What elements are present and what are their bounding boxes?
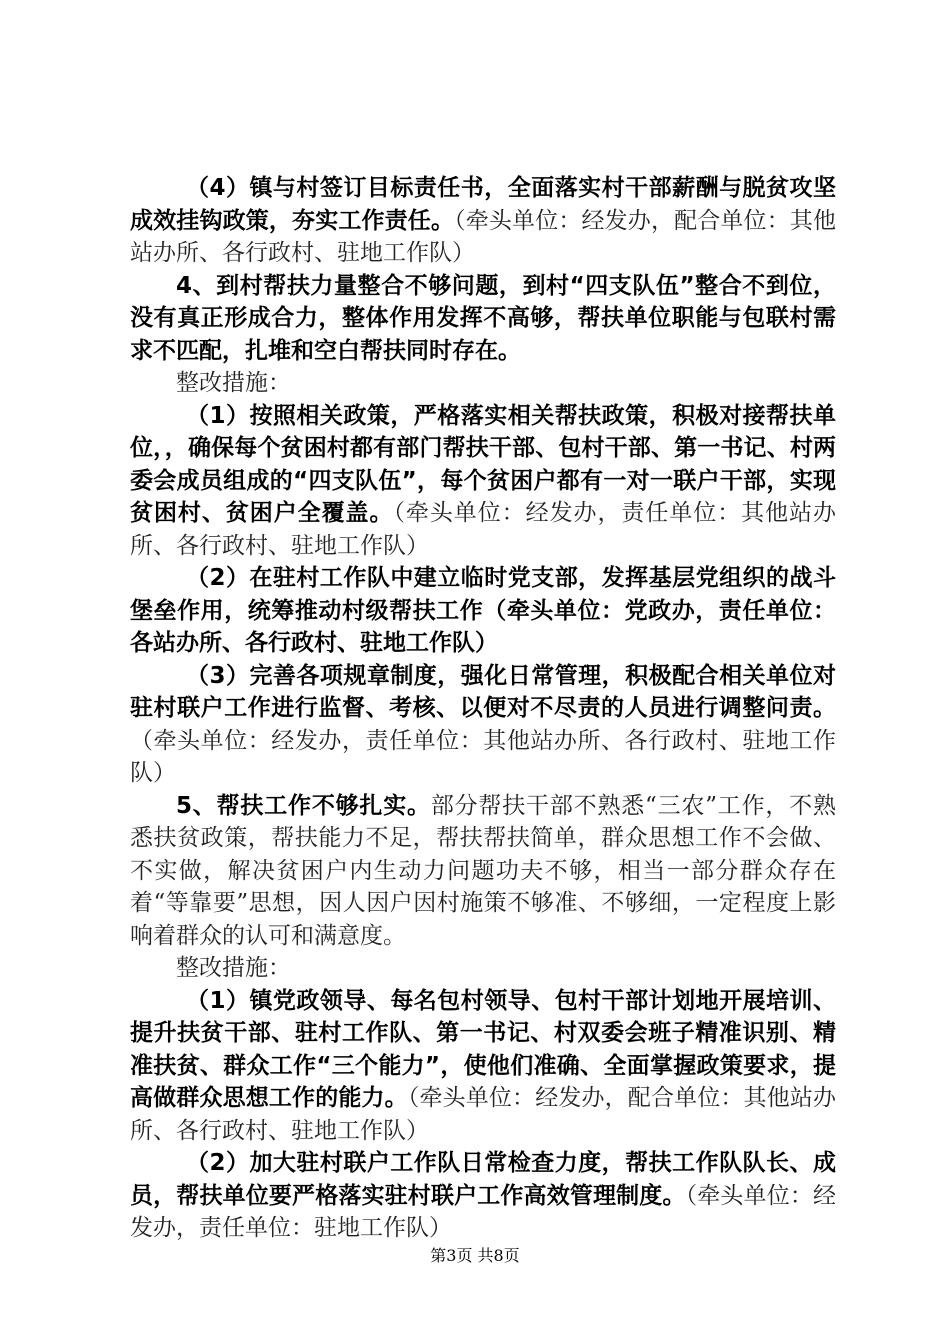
responsibility-note: （牵头单位：经发办，配合单位：其他站办所、各行政村、驻地工作队） <box>130 1085 837 1144</box>
paragraph-measure-1 <box>130 400 836 563</box>
paragraph-problem-4: 4、到村帮扶力量整合不够问题，到村“四支队伍”整合不到位，没有真正形成合力，整体作用发挥不高够，帮扶单位职能与包联村需求不匹配，扎堆和空白帮扶同时存在。 <box>130 272 836 364</box>
problem-title: 5、帮扶工作不够扎实。 <box>176 792 431 819</box>
measure-text: （1）按照相关政策，严格落实相关帮扶政策，积极对接帮扶单位，，确保每个贫困村都有部门帮扶干部、包村干部、第一书记、村两委会成员组成的“四支队伍”，每个贫困户都有一对一联户干部，实现贫困村、贫困户全覆盖。 <box>130 402 836 526</box>
measure-text: （1）镇党政领导、每名包村领导、包村干部计划地开展培训、提升扶贫干部、驻村工作队、第一书记、村双委会班子精准识别、精准扶贫、群众工作“三个能力”，使他们准确、全面掌握政策要求，提高做群众思想工作的能力。 <box>130 987 836 1111</box>
rectification-heading: 整改措施： <box>176 955 291 981</box>
document-body <box>130 172 836 1245</box>
paragraph-problem-5 <box>130 790 836 953</box>
page-number: 第3页 共8页 <box>430 1246 520 1265</box>
paragraph-measure-2 <box>130 1147 836 1245</box>
responsibility-note: （牵头单位：经发办，责任单位：其他站办所、各行政村、驻地工作队） <box>130 500 837 559</box>
paragraph-measure-1 <box>130 985 836 1148</box>
responsibility-note: （牵头单位：经发办，责任单位：驻地工作队） <box>130 1182 837 1241</box>
paragraph-measure-3 <box>130 660 836 790</box>
measure-text: （2）加大驻村联户工作队日常检查力度，帮扶工作队队长、成员，帮扶单位要严格落实驻村联户工作高效管理制度。 <box>130 1150 836 1209</box>
paragraph-measure-2: （2）在驻村工作队中建立临时党支部，发挥基层党组织的战斗堡垒作用，统筹推动村级帮扶工作（牵头单位：党政办，责任单位：各站办所、各行政村、驻地工作队） <box>130 565 836 656</box>
problem-description: 部分帮扶干部不熟悉“三农”工作，不熟悉扶贫政策，帮扶能力不足，帮扶帮扶简单，群众思想工作不会做、不实做，解决贫困户内生动力问题功夫不够，相当一部分群众存在着“等靠要”思想，因人因户因村施策不够准、不够细，一定程度上影响着群众的认可和满意度。 <box>130 792 836 949</box>
measure-text: （4）镇与村签订目标责任书，全面落实村干部薪酬与脱贫攻坚成效挂钩政策，夯实工作责任。 <box>130 175 836 234</box>
responsibility-note: （牵头单位：经发办，责任单位：其他站办所、各行政村、驻地工作队） <box>130 727 836 786</box>
paragraph-measure-4 <box>130 172 836 270</box>
measure-text: （3）完善各项规章制度，强化日常管理，积极配合相关单位对驻村联户工作进行监督、考核、以便对不尽责的人员进行调整问责。 <box>130 662 836 721</box>
rectification-heading: 整改措施： <box>176 370 291 396</box>
responsibility-note: （牵头单位：经发办，配合单位：其他站办所、各行政村、驻地工作队） <box>130 207 837 266</box>
